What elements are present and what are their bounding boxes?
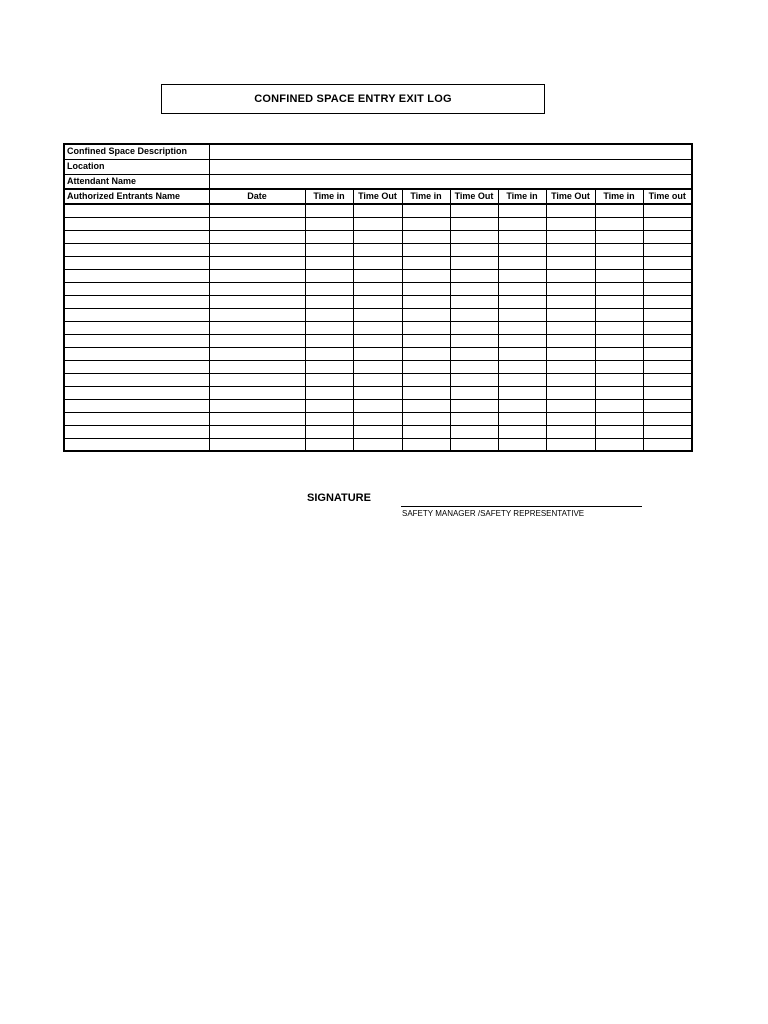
entry-cell[interactable] — [209, 217, 305, 230]
entry-cell[interactable] — [595, 217, 643, 230]
table-row — [64, 321, 692, 334]
column-header: Date — [209, 189, 305, 204]
entry-cell[interactable] — [498, 204, 546, 217]
signature-role: SAFETY MANAGER /SAFETY REPRESENTATIVE — [402, 509, 585, 518]
entry-cell[interactable] — [643, 204, 692, 217]
entry-cell[interactable] — [546, 217, 595, 230]
entry-cell[interactable] — [64, 373, 209, 386]
column-header: Time in — [305, 189, 353, 204]
entry-cell[interactable] — [209, 282, 305, 295]
entry-cell[interactable] — [595, 438, 643, 451]
entry-cell[interactable] — [498, 386, 546, 399]
entry-cell[interactable] — [402, 438, 450, 451]
info-label: Attendant Name — [64, 174, 209, 189]
entry-cell[interactable] — [643, 425, 692, 438]
signature-label: SIGNATURE — [307, 492, 371, 504]
entry-cell[interactable] — [643, 295, 692, 308]
entry-cell[interactable] — [450, 282, 498, 295]
info-row-description — [64, 144, 692, 159]
table-row — [64, 425, 692, 438]
entry-cell[interactable] — [595, 425, 643, 438]
table-row — [64, 386, 692, 399]
entry-cell[interactable] — [402, 230, 450, 243]
entry-cell[interactable] — [643, 282, 692, 295]
entry-cell[interactable] — [595, 373, 643, 386]
entry-cell[interactable] — [353, 295, 402, 308]
entry-cell[interactable] — [450, 217, 498, 230]
entry-cell[interactable] — [450, 334, 498, 347]
entry-cell[interactable] — [64, 399, 209, 412]
entry-cell[interactable] — [643, 373, 692, 386]
entry-cell[interactable] — [450, 256, 498, 269]
entry-cell[interactable] — [209, 243, 305, 256]
entry-cell[interactable] — [353, 308, 402, 321]
entry-cell[interactable] — [64, 204, 209, 217]
entry-cell[interactable] — [402, 399, 450, 412]
entry-cell[interactable] — [546, 438, 595, 451]
entry-cell[interactable] — [64, 321, 209, 334]
table-row — [64, 243, 692, 256]
entry-cell[interactable] — [595, 386, 643, 399]
column-header: Time in — [402, 189, 450, 204]
entry-cell[interactable] — [209, 204, 305, 217]
entry-cell[interactable] — [305, 425, 353, 438]
entry-cell[interactable] — [546, 256, 595, 269]
entry-cell[interactable] — [498, 438, 546, 451]
table-row — [64, 269, 692, 282]
entry-cell[interactable] — [64, 282, 209, 295]
entry-cell[interactable] — [595, 295, 643, 308]
table-row — [64, 334, 692, 347]
entry-cell[interactable] — [498, 334, 546, 347]
entry-cell[interactable] — [402, 373, 450, 386]
entry-cell[interactable] — [546, 282, 595, 295]
entry-cell[interactable] — [402, 308, 450, 321]
entry-cell[interactable] — [643, 256, 692, 269]
entry-cell[interactable] — [498, 412, 546, 425]
entry-cell[interactable] — [450, 425, 498, 438]
entry-cell[interactable] — [450, 243, 498, 256]
entry-cell[interactable] — [305, 230, 353, 243]
table-row — [64, 412, 692, 425]
entry-cell[interactable] — [305, 204, 353, 217]
entry-cell[interactable] — [595, 204, 643, 217]
entry-cell[interactable] — [353, 334, 402, 347]
entry-cell[interactable] — [353, 425, 402, 438]
entry-cell[interactable] — [209, 399, 305, 412]
entry-cell[interactable] — [353, 399, 402, 412]
column-header: Time out — [643, 189, 692, 204]
entry-cell[interactable] — [498, 269, 546, 282]
entry-cell[interactable] — [305, 321, 353, 334]
entry-cell[interactable] — [450, 373, 498, 386]
entry-cell[interactable] — [402, 412, 450, 425]
entry-cell[interactable] — [643, 334, 692, 347]
entry-cell[interactable] — [450, 399, 498, 412]
entry-cell[interactable] — [498, 230, 546, 243]
table-row — [64, 373, 692, 386]
entry-cell[interactable] — [498, 295, 546, 308]
entry-cell[interactable] — [305, 412, 353, 425]
entry-cell[interactable] — [498, 360, 546, 373]
entry-cell[interactable] — [546, 425, 595, 438]
table-row — [64, 399, 692, 412]
entry-cell[interactable] — [498, 243, 546, 256]
info-value-field[interactable] — [209, 144, 692, 159]
entry-cell[interactable] — [64, 438, 209, 451]
entry-cell[interactable] — [450, 438, 498, 451]
entry-cell[interactable] — [305, 360, 353, 373]
info-label: Confined Space Description — [64, 144, 209, 159]
entry-cell[interactable] — [450, 386, 498, 399]
entry-cell[interactable] — [498, 217, 546, 230]
info-row-location — [64, 159, 692, 174]
entry-cell[interactable] — [643, 347, 692, 360]
entry-cell[interactable] — [209, 438, 305, 451]
entry-cell[interactable] — [546, 373, 595, 386]
column-header: Time Out — [546, 189, 595, 204]
entry-cell[interactable] — [595, 308, 643, 321]
entry-cell[interactable] — [64, 386, 209, 399]
entry-cell[interactable] — [209, 360, 305, 373]
entry-cell[interactable] — [450, 360, 498, 373]
column-header: Time Out — [353, 189, 402, 204]
entry-cell[interactable] — [402, 334, 450, 347]
table-row — [64, 347, 692, 360]
entry-cell[interactable] — [595, 347, 643, 360]
table-row — [64, 438, 692, 451]
entry-cell[interactable] — [595, 282, 643, 295]
column-header: Time Out — [450, 189, 498, 204]
entry-cell[interactable] — [450, 295, 498, 308]
entry-cell[interactable] — [643, 308, 692, 321]
column-header: Authorized Entrants Name — [64, 189, 209, 204]
table-row — [64, 295, 692, 308]
entry-cell[interactable] — [353, 217, 402, 230]
entry-cell[interactable] — [353, 321, 402, 334]
entry-cell[interactable] — [305, 282, 353, 295]
entry-cell[interactable] — [64, 347, 209, 360]
entry-cell[interactable] — [643, 243, 692, 256]
entry-cell[interactable] — [643, 360, 692, 373]
entry-cell[interactable] — [305, 386, 353, 399]
entry-cell[interactable] — [209, 321, 305, 334]
table-row — [64, 256, 692, 269]
entry-cell[interactable] — [353, 360, 402, 373]
entry-cell[interactable] — [595, 243, 643, 256]
table-row — [64, 308, 692, 321]
table-row — [64, 282, 692, 295]
entry-cell[interactable] — [305, 243, 353, 256]
entry-cell[interactable] — [450, 269, 498, 282]
entry-cell[interactable] — [64, 308, 209, 321]
entry-cell[interactable] — [209, 334, 305, 347]
entry-cell[interactable] — [643, 321, 692, 334]
form-title: CONFINED SPACE ENTRY EXIT LOG — [161, 84, 545, 114]
entry-cell[interactable] — [498, 308, 546, 321]
entry-cell[interactable] — [402, 386, 450, 399]
entry-cell[interactable] — [546, 386, 595, 399]
info-label: Location — [64, 159, 209, 174]
entry-cell[interactable] — [353, 256, 402, 269]
entry-cell[interactable] — [305, 373, 353, 386]
entry-cell[interactable] — [402, 360, 450, 373]
entry-cell[interactable] — [498, 347, 546, 360]
entry-cell[interactable] — [546, 204, 595, 217]
table-row — [64, 217, 692, 230]
entry-cell[interactable] — [450, 308, 498, 321]
entry-cell[interactable] — [402, 347, 450, 360]
entry-cell[interactable] — [643, 217, 692, 230]
entry-cell[interactable] — [546, 295, 595, 308]
entry-cell[interactable] — [643, 269, 692, 282]
entry-cell[interactable] — [305, 256, 353, 269]
entry-cell[interactable] — [305, 347, 353, 360]
entry-cell[interactable] — [64, 269, 209, 282]
entry-cell[interactable] — [643, 412, 692, 425]
entry-cell[interactable] — [64, 243, 209, 256]
entry-cell[interactable] — [595, 230, 643, 243]
entry-cell[interactable] — [450, 347, 498, 360]
entry-cell[interactable] — [595, 321, 643, 334]
entry-cell[interactable] — [305, 399, 353, 412]
entry-cell[interactable] — [209, 373, 305, 386]
entry-cell[interactable] — [546, 334, 595, 347]
info-row-attendant — [64, 174, 692, 189]
entry-cell[interactable] — [595, 334, 643, 347]
entry-cell[interactable] — [595, 256, 643, 269]
entry-cell[interactable] — [402, 217, 450, 230]
entry-cell[interactable] — [353, 386, 402, 399]
entry-cell[interactable] — [546, 243, 595, 256]
entry-cell[interactable] — [305, 438, 353, 451]
entry-cell[interactable] — [643, 230, 692, 243]
entry-cell[interactable] — [450, 412, 498, 425]
entry-cell[interactable] — [546, 321, 595, 334]
entry-cell[interactable] — [643, 399, 692, 412]
entry-cell[interactable] — [353, 347, 402, 360]
entry-cell[interactable] — [546, 347, 595, 360]
entry-cell[interactable] — [64, 334, 209, 347]
entry-cell[interactable] — [498, 321, 546, 334]
entry-cell[interactable] — [546, 308, 595, 321]
entry-cell[interactable] — [546, 360, 595, 373]
entry-cell[interactable] — [402, 295, 450, 308]
entry-cell[interactable] — [209, 347, 305, 360]
entry-cell[interactable] — [402, 269, 450, 282]
entry-cell[interactable] — [643, 438, 692, 451]
entry-cell[interactable] — [353, 373, 402, 386]
entry-cell[interactable] — [209, 308, 305, 321]
entry-cell[interactable] — [498, 256, 546, 269]
signature-line[interactable] — [401, 506, 642, 507]
entry-cell[interactable] — [209, 295, 305, 308]
entry-cell[interactable] — [595, 269, 643, 282]
entry-cell[interactable] — [402, 282, 450, 295]
entry-cell[interactable] — [64, 295, 209, 308]
entry-cell[interactable] — [402, 425, 450, 438]
entry-cell[interactable] — [305, 295, 353, 308]
entry-cell[interactable] — [64, 360, 209, 373]
entry-cell[interactable] — [402, 256, 450, 269]
entry-cell[interactable] — [402, 321, 450, 334]
entry-cell[interactable] — [209, 425, 305, 438]
entry-cell[interactable] — [353, 412, 402, 425]
entry-cell[interactable] — [450, 204, 498, 217]
entry-cell[interactable] — [209, 230, 305, 243]
entry-cell[interactable] — [353, 204, 402, 217]
entry-cell[interactable] — [305, 334, 353, 347]
info-value-field[interactable] — [209, 159, 692, 174]
entry-cell[interactable] — [450, 321, 498, 334]
entry-cell[interactable] — [498, 425, 546, 438]
table-row — [64, 360, 692, 373]
entry-cell[interactable] — [498, 373, 546, 386]
entry-cell[interactable] — [353, 438, 402, 451]
entry-cell[interactable] — [546, 412, 595, 425]
entry-cell[interactable] — [353, 243, 402, 256]
entry-cell[interactable] — [546, 230, 595, 243]
entry-cell[interactable] — [209, 269, 305, 282]
entry-cell[interactable] — [402, 204, 450, 217]
entry-cell[interactable] — [305, 217, 353, 230]
entry-cell[interactable] — [305, 308, 353, 321]
entry-cell[interactable] — [498, 282, 546, 295]
entry-cell[interactable] — [305, 269, 353, 282]
entry-cell[interactable] — [353, 269, 402, 282]
entry-cell[interactable] — [209, 386, 305, 399]
entry-cell[interactable] — [498, 399, 546, 412]
entry-cell[interactable] — [546, 269, 595, 282]
entry-cell[interactable] — [595, 399, 643, 412]
entry-cell[interactable] — [402, 243, 450, 256]
table-row — [64, 204, 692, 217]
entry-cell[interactable] — [450, 230, 498, 243]
entry-log-table — [63, 143, 693, 452]
entry-cell[interactable] — [595, 360, 643, 373]
entry-cell[interactable] — [64, 412, 209, 425]
entry-cell[interactable] — [353, 230, 402, 243]
column-header: Time in — [498, 189, 546, 204]
column-header-row — [64, 189, 692, 204]
info-value-field[interactable] — [209, 174, 692, 189]
entry-cell[interactable] — [595, 412, 643, 425]
column-header: Time in — [595, 189, 643, 204]
entry-cell[interactable] — [209, 412, 305, 425]
entry-cell[interactable] — [64, 256, 209, 269]
entry-cell[interactable] — [64, 230, 209, 243]
entry-cell[interactable] — [64, 217, 209, 230]
entry-cell[interactable] — [64, 425, 209, 438]
entry-cell[interactable] — [546, 399, 595, 412]
entry-cell[interactable] — [643, 386, 692, 399]
entry-cell[interactable] — [209, 256, 305, 269]
table-row — [64, 230, 692, 243]
entry-cell[interactable] — [353, 282, 402, 295]
